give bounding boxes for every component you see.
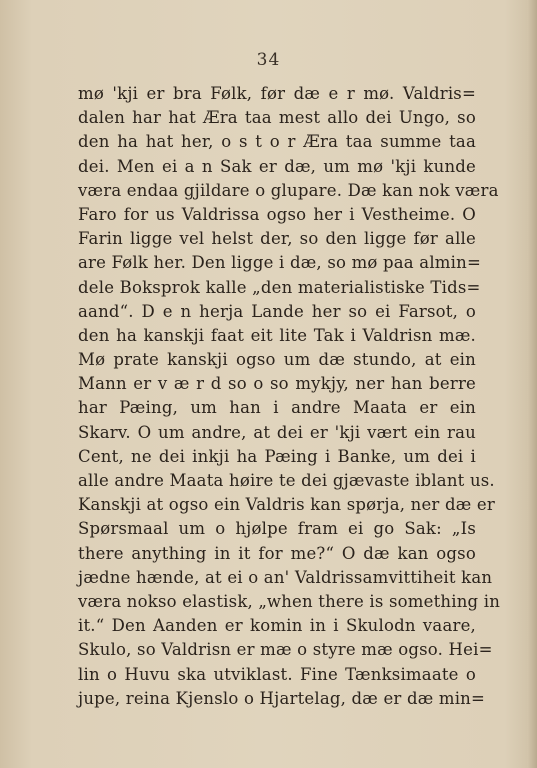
text-line: væra endaa gjildare o glupare. Dæ kan nok væra bbox=[78, 180, 499, 200]
text-line: den ha hat her, o s t o r Æra taa summe taa bbox=[78, 132, 476, 152]
text-line: Skarv. O um andre, at dei er 'kji vært ein rau bbox=[78, 422, 476, 442]
page-number: 34 bbox=[256, 50, 281, 70]
text-line: Mann er v æ r d so o so mykjy, ner han berre bbox=[78, 374, 476, 394]
text-line: mø 'kji er bra Følk, før dæ e r mø. Valdris= bbox=[78, 84, 476, 103]
page-edge bbox=[527, 0, 537, 768]
body-text bbox=[78, 82, 501, 711]
text-line: har Pæing, um han i andre Maata er ein bbox=[78, 398, 476, 418]
text-line: Mø prate kanskji ogso um dæ stundo, at ein bbox=[78, 350, 476, 370]
text-line: jædne hænde, at ei o an' Valdrissamvittiheit kan bbox=[78, 567, 493, 587]
text-line: aand“. D e n herja Lande her so ei Farsot, o bbox=[78, 301, 476, 321]
text-line: Faro for us Valdrissa ogso her i Vestheime. O bbox=[78, 204, 476, 224]
text-line: there anything in it for me?“ O dæ kan ogso bbox=[78, 543, 476, 563]
text-line: Farin ligge vel helst der, so den ligge før alle bbox=[78, 229, 476, 249]
text-line: it.“ Den Aanden er komin in i Skulodn vaare, bbox=[78, 616, 476, 636]
text-line: den ha kanskji faat eit lite Tak i Valdrisn mæ. bbox=[78, 325, 476, 345]
text-line: are Følk her. Den ligge i dæ, so mø paa almin= bbox=[78, 253, 481, 273]
text-line: lin o Huvu ska utviklast. Fine Tænksimaate o bbox=[78, 664, 476, 684]
text-line: væra nokso elastisk, „when there is something in bbox=[78, 591, 501, 611]
text-line: Skulo, so Valdrisn er mæ o styre mæ ogso. Hei= bbox=[78, 640, 493, 660]
text-line: Kanskji at ogso ein Valdris kan spørja, ner dæ er bbox=[78, 495, 495, 515]
text-line: dele Boksprok kalle „den materialistiske Tids= bbox=[78, 277, 481, 297]
text-line: Spørsmaal um o hjølpe fram ei go Sak: „Is bbox=[78, 519, 476, 539]
text-line: Cent, ne dei inkji ha Pæing i Banke, um dei i bbox=[78, 446, 476, 466]
text-line: alle andre Maata høire te dei gjævaste iblant us. bbox=[78, 471, 495, 490]
text-line: jupe, reina Kjenslo o Hjartelag, dæ er dæ min= bbox=[78, 688, 486, 708]
text-line: dalen har hat Æra taa mest allo dei Ungo, so bbox=[78, 108, 476, 128]
text-line: dei. Men ei a n Sak er dæ, um mø 'kji kunde bbox=[78, 156, 476, 176]
